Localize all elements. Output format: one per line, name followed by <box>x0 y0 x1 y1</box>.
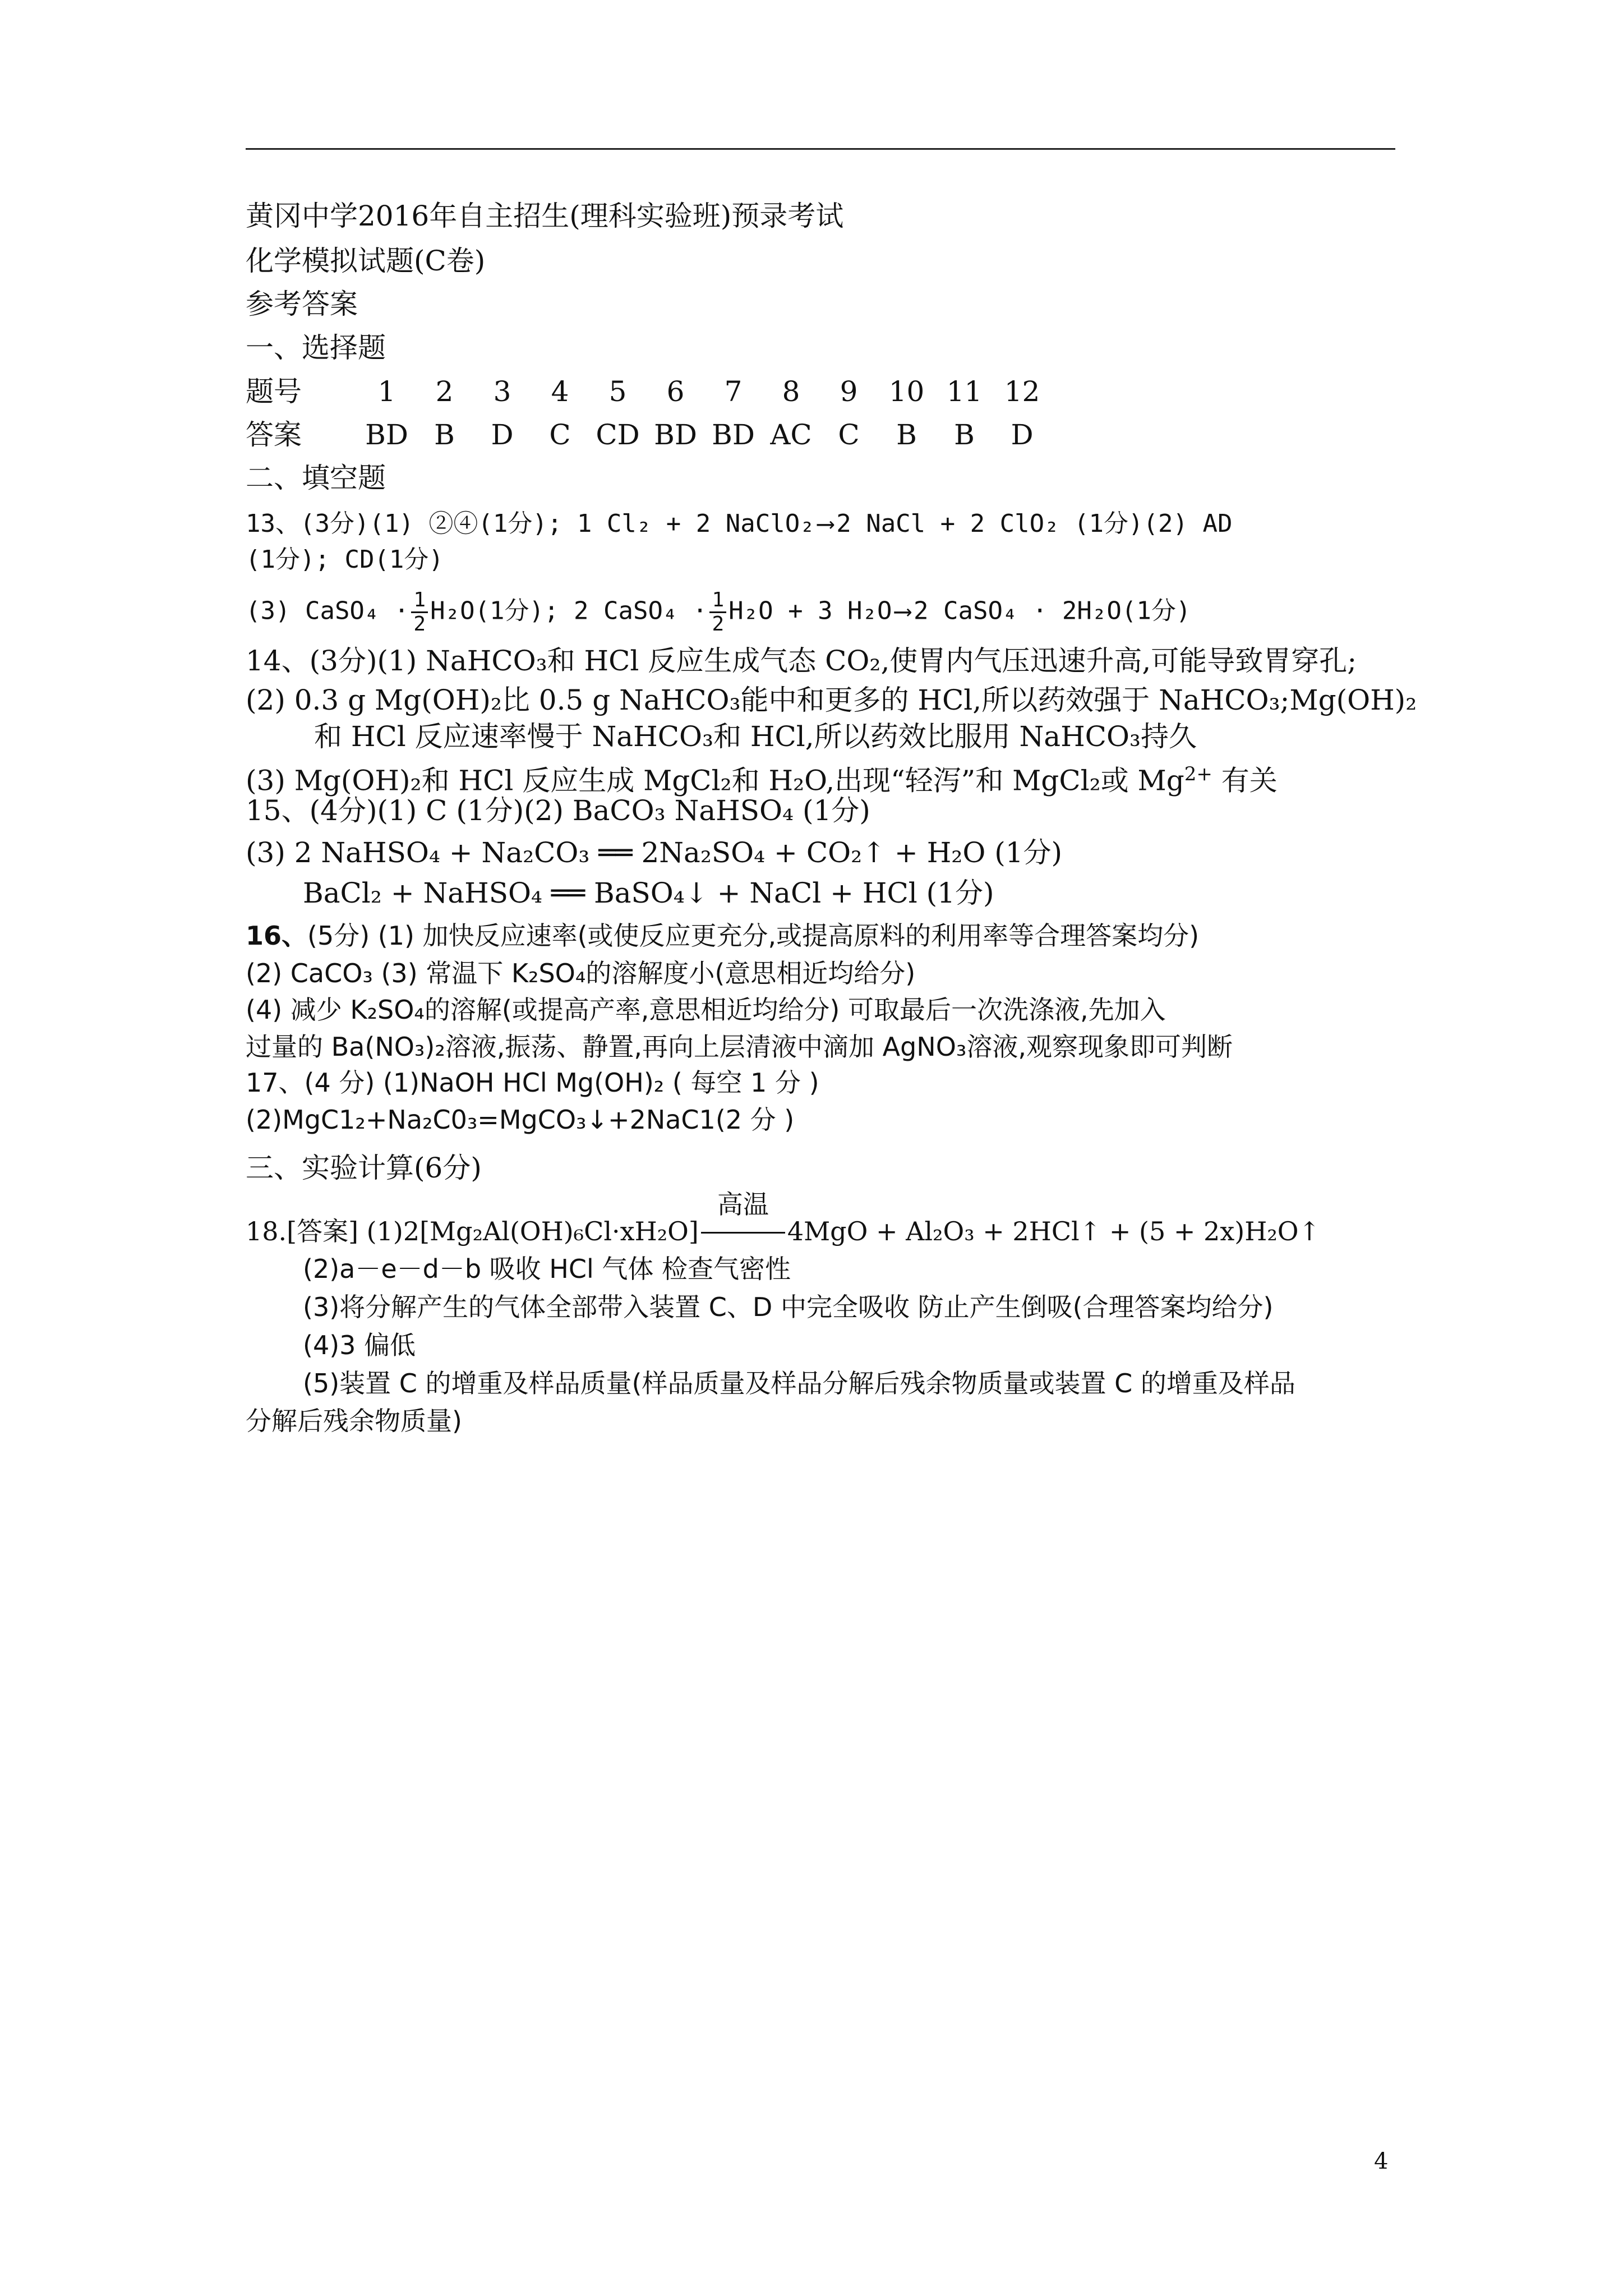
fraction-half-2: $\frac{1}{2}$ <box>709 589 726 636</box>
q18-reactant: 18.[答案] (1)2[Mg₂Al(OH)₆Cl·xH₂O] <box>246 1216 699 1246</box>
question-number-cell: 8 <box>782 375 800 408</box>
section1-title: 一、选择题 <box>246 332 386 364</box>
q16-number: 16、 <box>246 921 308 951</box>
reaction-arrow-2: ⟶ <box>895 596 911 625</box>
q17-line2: (2)MgC1₂+Na₂C0₃=MgCO₃↓+2NaC1(2 分 ) <box>246 1105 795 1135</box>
fraction-half: $\frac{1}{2}$ <box>411 589 428 636</box>
q13-formula-d: 2 CaSO₄ · 2H₂O(1分) <box>914 596 1191 625</box>
q16-line1 <box>246 919 1199 953</box>
question-number-row <box>246 375 1051 408</box>
answer-cell: C <box>549 418 571 451</box>
question-number-cell: 7 <box>724 375 743 408</box>
header-rule <box>246 148 1395 150</box>
q16-line1-text: (5分) (1) 加快反应速率(或使反应更充分,或提高原料的利用率等合理答案均分) <box>307 921 1200 951</box>
question-number-cell: 10 <box>888 375 925 408</box>
answer-cell: AC <box>770 418 812 451</box>
q13-formula-a: (3) CaSO₄ · <box>246 596 409 625</box>
q15-line2: (3) 2 NaHSO₄ + Na₂CO₃ ══ 2Na₂SO₄ + CO₂↑ + H₂O (1分) <box>246 836 1063 869</box>
charge-superscript: 2+ <box>1184 763 1212 785</box>
q18-line5: (5)装置 C 的增重及样品质量(样品质量及样品分解后残余物质量或装置 C 的增重及样品 <box>303 1368 1295 1398</box>
answer-cell: BD <box>654 418 697 451</box>
exam-subtitle: 化学模拟试题(C卷) <box>246 245 486 277</box>
q13-line1 <box>246 507 1232 541</box>
condition-text: 高温 <box>717 1189 769 1220</box>
q13-line1-post: 2 NaCl + 2 ClO₂ (1分)(2) AD <box>836 509 1233 538</box>
q16-line4: 过量的 Ba(NO₃)₂溶液,振荡、静置,再向上层清液中滴加 AgNO₃溶液,观察现象即可判断 <box>246 1032 1233 1062</box>
answer-cell: CD <box>596 418 640 451</box>
question-number-cell: 6 <box>666 375 685 408</box>
q18-line2: (2)a－e－d－b 吸收 HCl 气体 检查气密性 <box>303 1254 791 1284</box>
q18-line4: (4)3 偏低 <box>303 1330 416 1360</box>
q13-line3 <box>246 589 1191 636</box>
page-number: 4 <box>1374 2148 1389 2174</box>
question-number-cell: 12 <box>1004 375 1040 408</box>
answer-row <box>246 418 1051 452</box>
reaction-condition <box>701 1189 785 1248</box>
question-number-cell: 11 <box>946 375 983 408</box>
section2-title: 二、填空题 <box>246 462 386 494</box>
q14-line4-text: (3) Mg(OH)₂和 HCl 反应生成 MgCl₂和 H₂O,出现“轻泻”和 MgCl₂或 Mg <box>246 764 1184 797</box>
q13-formula-c: H₂O + 3 H₂O <box>728 596 892 625</box>
q14-line4 <box>246 757 1278 798</box>
q13-line1-pre: 13、(3分)(1) ②④(1分); 1 Cl₂ + 2 NaClO₂ <box>246 509 815 538</box>
q18-line1 <box>246 1189 1321 1248</box>
answer-key-heading: 参考答案 <box>246 288 358 320</box>
q16-line3: (4) 减少 K₂SO₄的溶解(或提高产率,意思相近均给分) 可取最后一次洗涤液,先加入 <box>246 995 1166 1025</box>
q13-line2: (1分); CD(1分) <box>246 545 444 574</box>
question-number-cell: 4 <box>551 375 569 408</box>
question-number-cell: 5 <box>608 375 627 408</box>
answer-cell: BD <box>712 418 755 451</box>
q18-products: 4MgO + Al₂O₃ + 2HCl↑ + (5 + 2x)H₂O↑ <box>787 1216 1321 1246</box>
question-number-label: 题号 <box>246 375 302 408</box>
exam-title: 黄冈中学2016年自主招生(理科实验班)预录考试 <box>246 200 844 232</box>
question-number-cell: 2 <box>435 375 454 408</box>
q18-line6: 分解后残余物质量) <box>246 1406 462 1436</box>
answer-cell: D <box>491 418 514 451</box>
answer-cell: B <box>434 418 455 451</box>
answer-cell: D <box>1011 418 1034 451</box>
answer-cell: C <box>838 418 860 451</box>
q14-line4-end: 有关 <box>1212 764 1278 797</box>
q14-line1: 14、(3分)(1) NaHCO₃和 HCl 反应生成气态 CO₂,使胃内气压迅速升高,可能导致胃穿孔; <box>246 645 1357 677</box>
answer-label: 答案 <box>246 418 302 451</box>
answer-cell: B <box>896 418 917 451</box>
q14-line2: (2) 0.3 g Mg(OH)₂比 0.5 g NaHCO₃能中和更多的 HCl,所以药效强于 NaHCO₃;Mg(OH)₂ <box>246 684 1417 716</box>
section3-title: 三、实验计算(6分) <box>246 1152 482 1184</box>
question-number-cell: 1 <box>377 375 396 408</box>
question-number-cell: 9 <box>840 375 858 408</box>
reaction-arrow: ⟶ <box>818 509 833 538</box>
answer-cell: BD <box>365 418 408 451</box>
q18-line3: (3)将分解产生的气体全部带入装置 C、D 中完全吸收 防止产生倒吸(合理答案均给分) <box>303 1292 1274 1322</box>
q17-line1: 17、(4 分) (1)NaOH HCl Mg(OH)₂ ( 每空 1 分 ) <box>246 1068 819 1098</box>
q13-formula-b: H₂O(1分); 2 CaSO₄ · <box>430 596 708 625</box>
q14-line3: 和 HCl 反应速率慢于 NaHCO₃和 HCl,所以药效比服用 NaHCO₃持久 <box>314 720 1197 753</box>
q16-line2: (2) CaCO₃ (3) 常温下 K₂SO₄的溶解度小(意思相近均给分) <box>246 958 916 988</box>
answer-cell: B <box>954 418 975 451</box>
q15-line3: BaCl₂ + NaHSO₄ ══ BaSO₄↓ + NaCl + HCl (1分) <box>303 877 994 909</box>
question-number-cell: 3 <box>493 375 511 408</box>
q15-line1: 15、(4分)(1) C (1分)(2) BaCO₃ NaHSO₄ (1分) <box>246 794 870 827</box>
